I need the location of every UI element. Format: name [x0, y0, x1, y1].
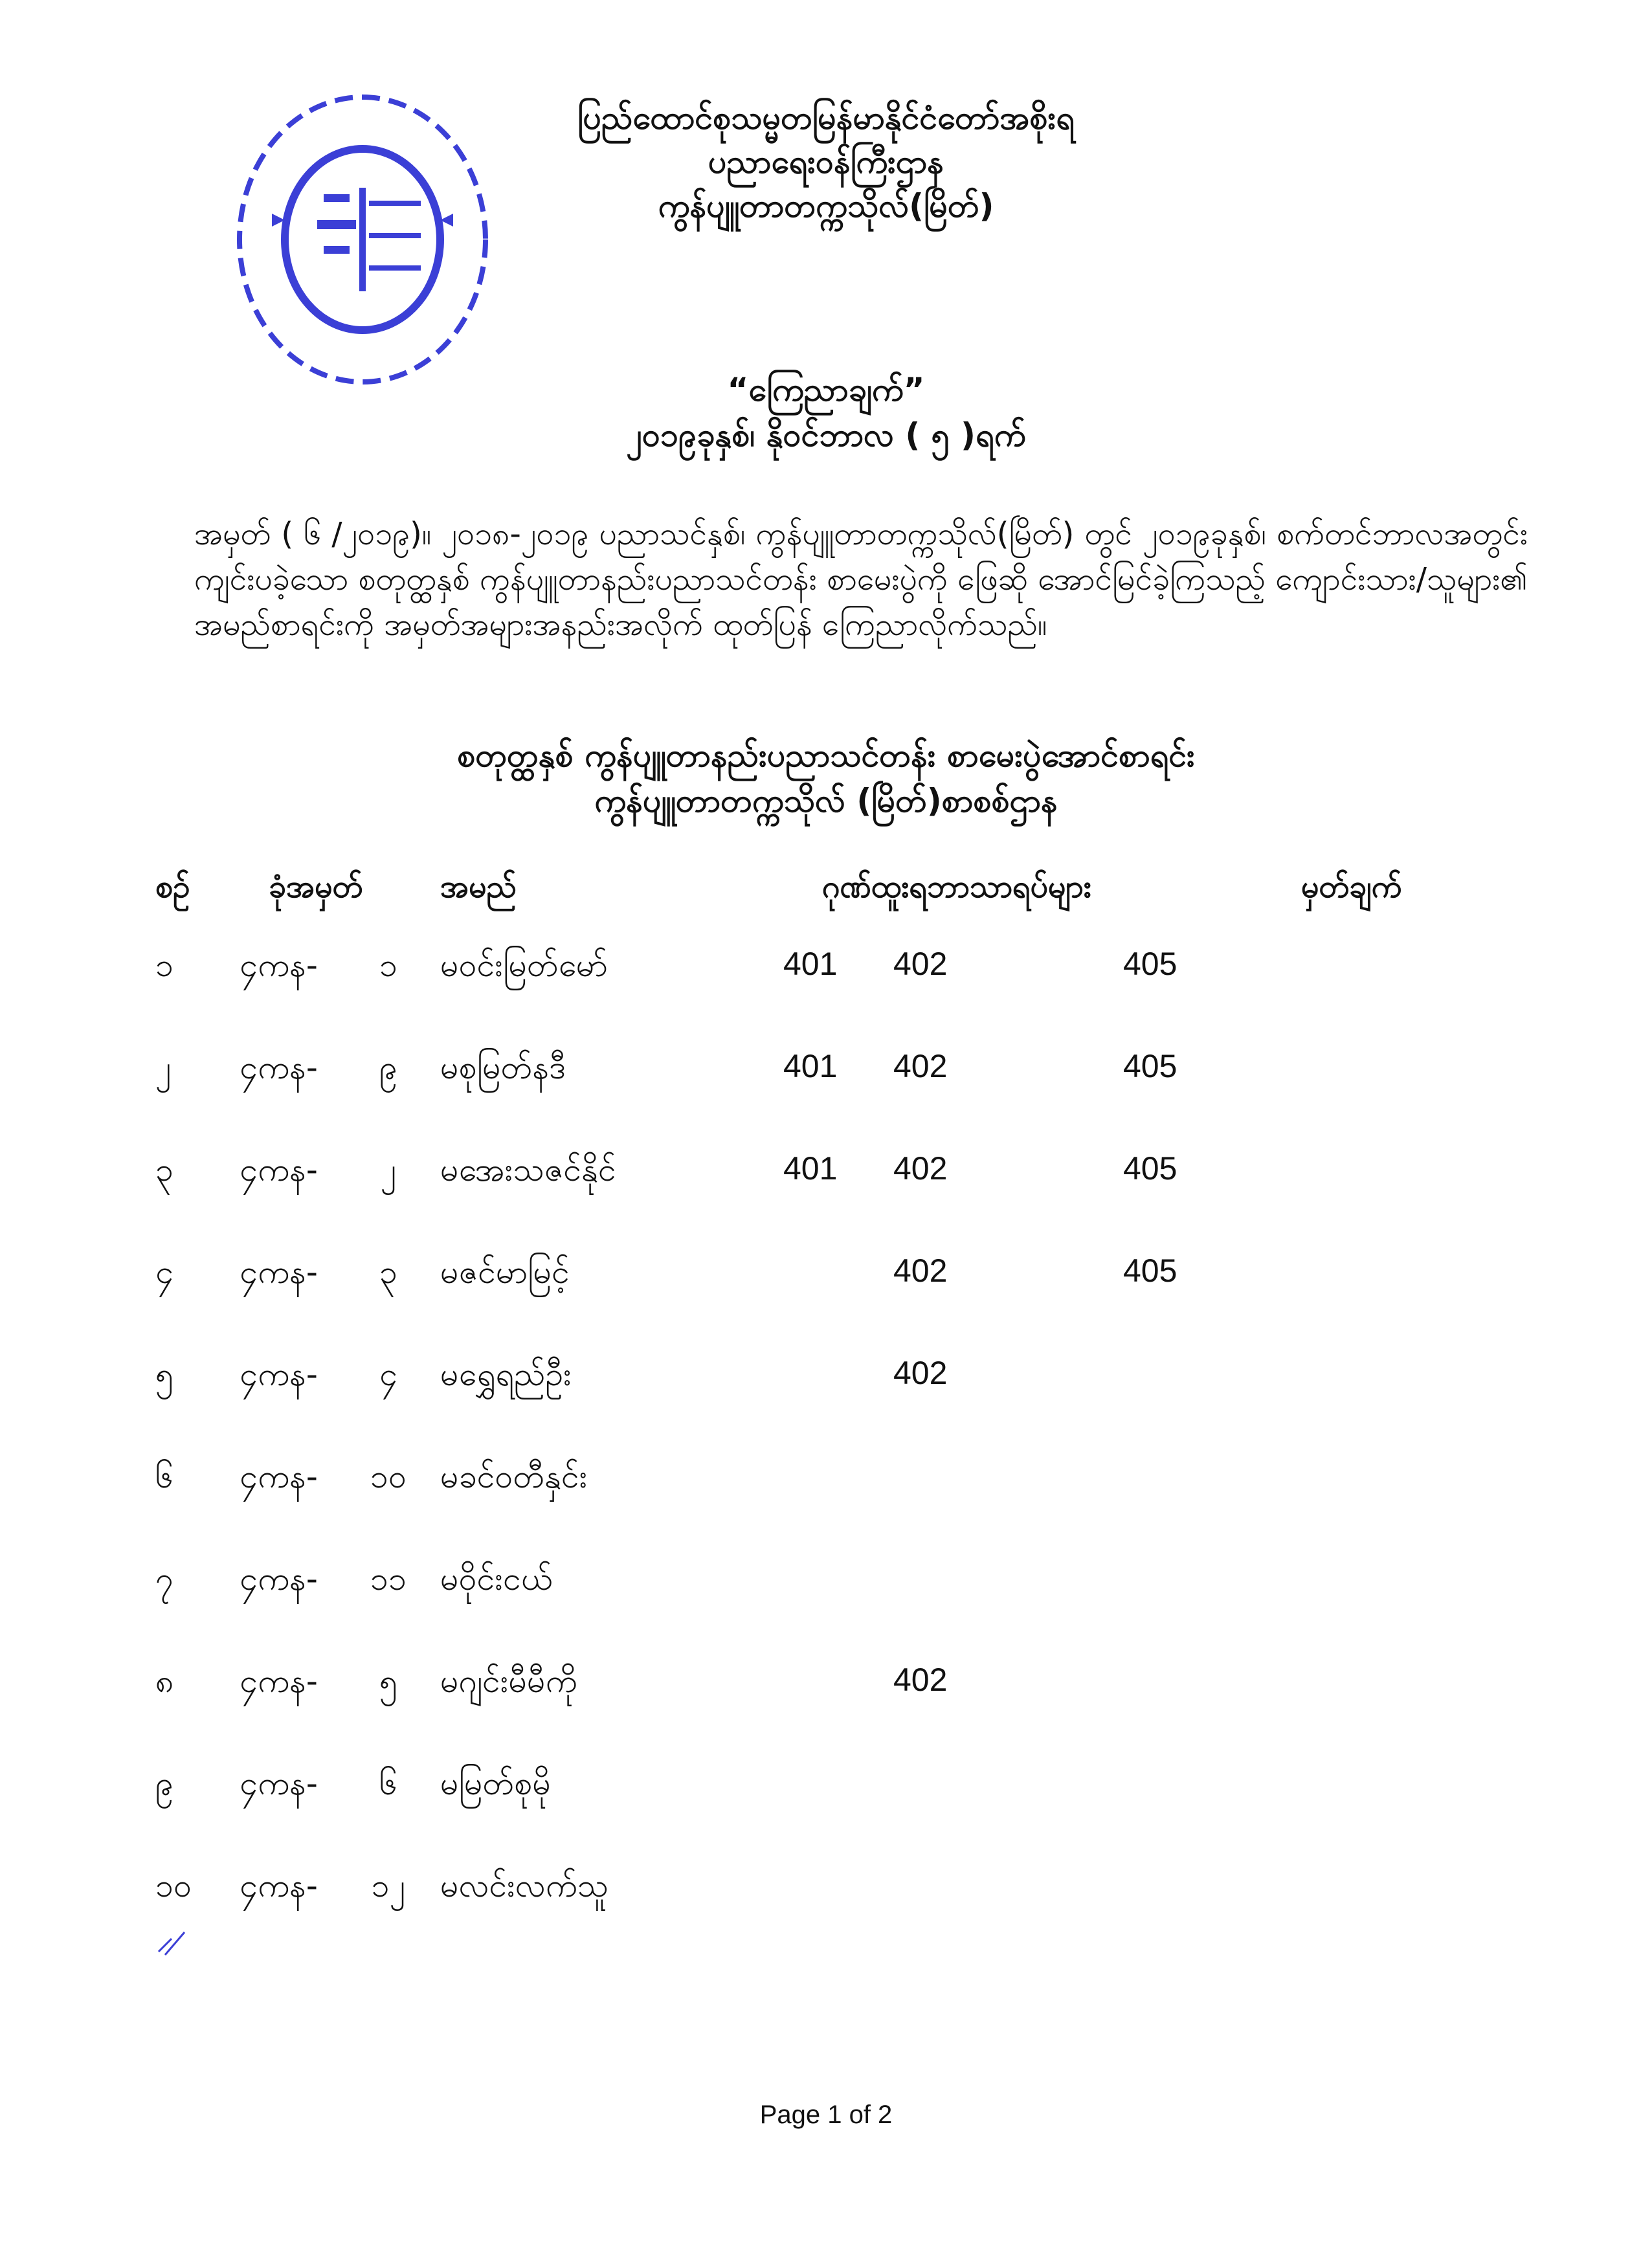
row-roll-prefix: ၄ကန-	[240, 1662, 318, 1700]
col-header-no: စဉ်	[155, 869, 190, 905]
row-roll-number: ၉	[379, 1049, 398, 1086]
table-row	[0, 1559, 1652, 1630]
check-mark-icon	[155, 1926, 194, 1958]
row-roll-prefix: ၄ကန-	[240, 946, 318, 984]
row-roll-prefix: ၄ကန-	[240, 1049, 318, 1086]
table-row	[0, 1252, 1652, 1323]
row-roll-number: ၆	[379, 1765, 398, 1802]
row-roll-prefix: ၄ကန-	[240, 1867, 318, 1904]
row-subject-2: 402	[893, 1253, 948, 1289]
table-row	[0, 1661, 1652, 1732]
row-subject-2: 402	[893, 1150, 948, 1187]
row-roll-prefix: ၄ကန-	[240, 1458, 318, 1495]
row-name: မဝင်းမြတ်မော်	[440, 946, 608, 984]
row-subject-3: 405	[1123, 946, 1178, 982]
table-row	[0, 1866, 1652, 1937]
table-row	[0, 1354, 1652, 1425]
row-subject-1: 401	[783, 1150, 838, 1187]
table-row	[0, 945, 1652, 1016]
row-subject-1: 401	[783, 946, 838, 982]
row-subject-1: 401	[783, 1048, 838, 1084]
row-roll-prefix: ၄ကန-	[240, 1765, 318, 1802]
row-no: ၁၀	[155, 1867, 192, 1904]
row-name: မခင်ဝတီနှင်း	[440, 1458, 588, 1495]
row-subject-2: 402	[893, 1355, 948, 1391]
col-header-name: အမည်	[440, 869, 517, 905]
row-name: မဇင်မာမြင့်	[440, 1253, 570, 1291]
row-roll-number: ၁	[379, 946, 398, 984]
table-row	[0, 1047, 1652, 1119]
row-no: ၃	[155, 1151, 174, 1188]
row-name: မမြတ်စုမို	[440, 1765, 551, 1802]
row-subject-3: 405	[1123, 1253, 1178, 1289]
row-name: မအေးသဇင်နိုင်	[440, 1151, 616, 1188]
row-name: မဂျင်းမီမီကို	[440, 1662, 577, 1700]
row-no: ၉	[155, 1765, 174, 1802]
row-no: ၅	[155, 1355, 174, 1393]
row-roll-number: ၃	[379, 1253, 398, 1291]
row-name: မရွှေရည်ဦး	[440, 1355, 572, 1393]
col-header-remarks: မှတ်ချက်	[1301, 869, 1402, 905]
row-subject-3: 405	[1123, 1048, 1178, 1084]
table-row	[0, 1763, 1652, 1834]
row-no: ၇	[155, 1560, 174, 1598]
row-roll-number: ၁၀	[370, 1458, 407, 1495]
announcement-title: “ကြေညာချက်”	[727, 371, 925, 408]
row-subject-2: 402	[893, 946, 948, 982]
row-roll-prefix: ၄ကန-	[240, 1151, 318, 1188]
row-subject-2: 402	[893, 1048, 948, 1084]
list-subtitle: ကွန်ပျူတာတက္ကသိုလ် (မြိတ်)စာစစ်ဌာန	[594, 782, 1058, 819]
header-university: ကွန်ပျူတာတက္ကသိုလ်(မြိတ်)	[658, 187, 994, 225]
row-no: ၆	[155, 1458, 174, 1495]
announcement-date: ၂၀၁၉ခုနှစ်၊ နိုဝင်ဘာလ ( ၅ )ရက်	[626, 416, 1026, 454]
row-name: မဝိုင်းငယ်	[440, 1560, 553, 1598]
row-no: ၄	[155, 1253, 174, 1291]
row-roll-number: ၂	[380, 1151, 397, 1188]
page-footer: Page 1 of 2	[759, 2101, 893, 2129]
table-row	[0, 1456, 1652, 1528]
row-roll-prefix: ၄ကန-	[240, 1560, 318, 1598]
row-name: မစုမြတ်နဒီ	[440, 1049, 566, 1086]
row-no: ၈	[155, 1662, 174, 1700]
row-subject-2: 402	[893, 1662, 948, 1698]
row-roll-number: ၄	[379, 1355, 398, 1393]
list-title: စတုတ္ထနှစ် ကွန်ပျူတာနည်းပညာသင်တန်း စာမေးပွဲအောင်စာရင်း	[457, 737, 1195, 774]
row-subject-3: 405	[1123, 1150, 1178, 1187]
row-roll-prefix: ၄ကန-	[240, 1253, 318, 1291]
col-header-roll: ခုံအမှတ်	[269, 869, 363, 905]
body-paragraph: အမှတ် ( ၆ /၂၀၁၉)။ ၂၀၁၈-၂၀၁၉ ပညာသင်နှစ်၊ ကွန်ပျူတာတက္ကသိုလ်(မြိတ်) တွင် ၂၀၁၉ခုနှစ်၊ စက်တင်ဘာလအတွင်း ကျင်းပခဲ့သော စတုတ္ထနှစ် ကွန်ပျူတာနည်းပညာသင်တန်း စာမေးပွဲကို ဖြေဆို အောင်မြင်ခဲ့ကြသည့် ကျောင်းသား/သူများ၏ အမည်စာရင်းကို အမှတ်အများအနည်းအလိုက် ထုတ်ပြန် ကြေညာလိုက်သည်။	[194, 516, 1528, 643]
col-header-distinctions: ဂုဏ်ထူးရဘာသာရပ်များ	[822, 869, 1091, 905]
row-no: ၂	[155, 1049, 172, 1086]
row-roll-prefix: ၄ကန-	[240, 1355, 318, 1393]
row-roll-number: ၁၁	[370, 1560, 407, 1598]
row-roll-number: ၁၂	[371, 1867, 406, 1904]
row-no: ၁	[155, 946, 174, 984]
header-government: ပြည်ထောင်စုသမ္မတမြန်မာနိုင်ငံတော်အစိုးရ	[577, 99, 1075, 137]
row-roll-number: ၅	[379, 1662, 398, 1700]
table-row	[0, 1150, 1652, 1221]
header-ministry: ပညာရေးဝန်ကြီးဌာန	[708, 143, 944, 181]
row-name: မလင်းလက်သူ	[440, 1867, 609, 1904]
